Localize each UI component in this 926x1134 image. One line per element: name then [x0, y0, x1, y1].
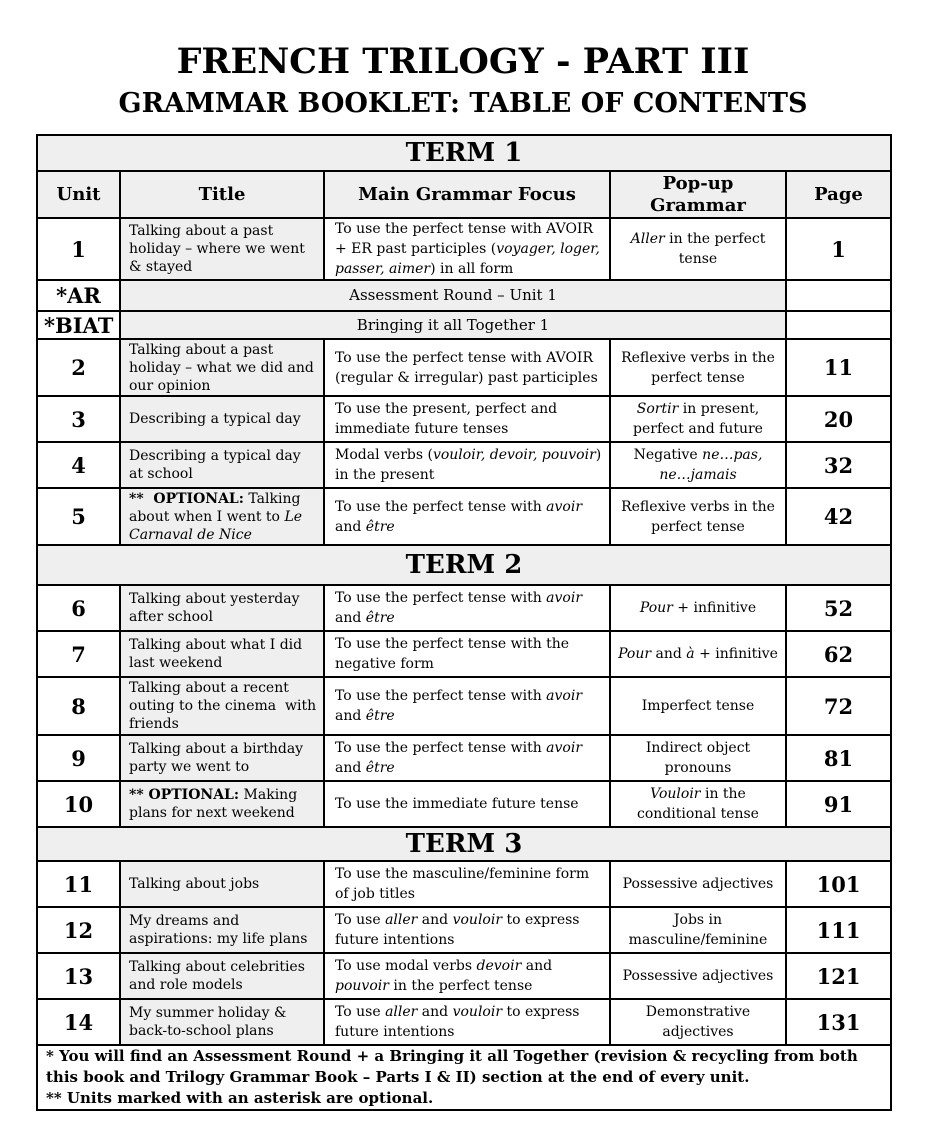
page-number: 1 [786, 218, 891, 280]
column-header-page: Page [786, 171, 891, 218]
table-row [37, 585, 891, 631]
unit-number: 11 [37, 861, 120, 907]
popup-grammar: Indirect object pronouns [610, 735, 786, 781]
grammar-focus: To use modal verbs devoir and pouvoir in the perfect tense [324, 953, 610, 999]
document-subtitle: GRAMMAR BOOKLET: TABLE OF CONTENTS [118, 88, 808, 119]
unit-number: 1 [37, 218, 120, 280]
grammar-focus: To use the masculine/feminine form of job titles [324, 861, 610, 907]
unit-number: 9 [37, 735, 120, 781]
table-row [37, 396, 891, 442]
table-row [37, 907, 891, 953]
table-row [37, 280, 891, 311]
page-number: 131 [786, 999, 891, 1045]
unit-title: Talking about yesterday after school [120, 585, 324, 631]
popup-grammar: Possessive adjectives [610, 861, 786, 907]
unit-title: Describing a typical day at school [120, 442, 324, 488]
unit-title: Talking about a past holiday – where we went & stayed [120, 218, 324, 280]
page-number: 20 [786, 396, 891, 442]
table-row [37, 999, 891, 1045]
grammar-focus: To use the perfect tense with avoir and être [324, 735, 610, 781]
table-row [37, 311, 891, 339]
unit-number: 3 [37, 396, 120, 442]
unit-number: 12 [37, 907, 120, 953]
table-row [37, 339, 891, 396]
unit-number: 10 [37, 781, 120, 827]
unit-number: 7 [37, 631, 120, 677]
grammar-focus: To use the perfect tense with the negative form [324, 631, 610, 677]
unit-number: 2 [37, 339, 120, 396]
popup-grammar: Demonstrative adjectives [610, 999, 786, 1045]
popup-grammar: Reflexive verbs in the perfect tense [610, 488, 786, 545]
page-number-empty [786, 280, 891, 311]
unit-title: ** OPTIONAL: Making plans for next weekend [120, 781, 324, 827]
contents-table-body [37, 135, 891, 1110]
contents-table [36, 134, 892, 1111]
footnote-line-1: * You will find an Assessment Round + a Bringing it all Together (revision & recycling from both this book and Trilogy Grammar Book – Parts I & II) section at the end of every unit. [46, 1047, 858, 1086]
popup-grammar: Pour + infinitive [610, 585, 786, 631]
table-row [37, 677, 891, 735]
unit-number: 14 [37, 999, 120, 1045]
unit-number: *BIAT [37, 311, 120, 339]
section-label: Bringing it all Together 1 [120, 311, 786, 339]
footnote-line-2: ** Units marked with an asterisk are optional. [46, 1089, 434, 1107]
grammar-focus: To use aller and vouloir to express future intentions [324, 999, 610, 1045]
unit-title: Talking about jobs [120, 861, 324, 907]
popup-grammar: Possessive adjectives [610, 953, 786, 999]
unit-title: My dreams and aspirations: my life plans [120, 907, 324, 953]
unit-title: Talking about what I did last weekend [120, 631, 324, 677]
grammar-focus: To use aller and vouloir to express future intentions [324, 907, 610, 953]
document-title: FRENCH TRILOGY - PART III [176, 41, 750, 82]
column-header-title: Title [120, 171, 324, 218]
column-header-popup: Pop-up Grammar [610, 171, 786, 218]
page-number: 11 [786, 339, 891, 396]
term-heading-row [37, 827, 891, 861]
page-number: 81 [786, 735, 891, 781]
unit-title: Describing a typical day [120, 396, 324, 442]
table-row [37, 735, 891, 781]
page-number-empty [786, 311, 891, 339]
table-row [37, 442, 891, 488]
grammar-focus: To use the immediate future tense [324, 781, 610, 827]
popup-grammar: Sortir in present, perfect and future [610, 396, 786, 442]
unit-number: 5 [37, 488, 120, 545]
grammar-focus: To use the perfect tense with AVOIR (regular & irregular) past participles [324, 339, 610, 396]
unit-number: 13 [37, 953, 120, 999]
section-label: Assessment Round – Unit 1 [120, 280, 786, 311]
unit-title: Talking about celebrities and role models [120, 953, 324, 999]
popup-grammar: Vouloir in the conditional tense [610, 781, 786, 827]
unit-number: 8 [37, 677, 120, 735]
column-header-row [37, 171, 891, 218]
page-number: 111 [786, 907, 891, 953]
table-row [37, 631, 891, 677]
grammar-focus: To use the perfect tense with AVOIR + ER past participles (voyager, loger, passer, aimer) in all form [324, 218, 610, 280]
table-row [37, 781, 891, 827]
popup-grammar: Imperfect tense [610, 677, 786, 735]
column-header-unit: Unit [37, 171, 120, 218]
page-number: 42 [786, 488, 891, 545]
table-row [37, 488, 891, 545]
unit-number: 6 [37, 585, 120, 631]
unit-number: *AR [37, 280, 120, 311]
unit-title: My summer holiday & back-to-school plans [120, 999, 324, 1045]
grammar-focus: Modal verbs (vouloir, devoir, pouvoir) in the present [324, 442, 610, 488]
grammar-focus: To use the present, perfect and immediate future tenses [324, 396, 610, 442]
footnote [37, 1045, 891, 1110]
popup-grammar: Aller in the perfect tense [610, 218, 786, 280]
page-number: 62 [786, 631, 891, 677]
table-row [37, 861, 891, 907]
page-number: 52 [786, 585, 891, 631]
popup-grammar: Reflexive verbs in the perfect tense [610, 339, 786, 396]
unit-title: Talking about a past holiday – what we did and our opinion [120, 339, 324, 396]
unit-number: 4 [37, 442, 120, 488]
page-number: 121 [786, 953, 891, 999]
popup-grammar: Negative ne…pas, ne…jamais [610, 442, 786, 488]
popup-grammar: Jobs in masculine/feminine [610, 907, 786, 953]
unit-title: Talking about a recent outing to the cinema with friends [120, 677, 324, 735]
term-heading: TERM 3 [37, 827, 891, 861]
term-heading: TERM 1 [37, 135, 891, 171]
column-header-focus: Main Grammar Focus [324, 171, 610, 218]
page-number: 72 [786, 677, 891, 735]
grammar-focus: To use the perfect tense with avoir and être [324, 677, 610, 735]
table-row [37, 218, 891, 280]
unit-title: Talking about a birthday party we went to [120, 735, 324, 781]
page-number: 91 [786, 781, 891, 827]
grammar-focus: To use the perfect tense with avoir and être [324, 585, 610, 631]
term-heading-row [37, 135, 891, 171]
table-row [37, 953, 891, 999]
term-heading-row [37, 545, 891, 585]
unit-title: ** OPTIONAL: Talking about when I went to Le Carnaval de Nice [120, 488, 324, 545]
page-number: 32 [786, 442, 891, 488]
term-heading: TERM 2 [37, 545, 891, 585]
page-number: 101 [786, 861, 891, 907]
popup-grammar: Pour and à + infinitive [610, 631, 786, 677]
grammar-focus: To use the perfect tense with avoir and être [324, 488, 610, 545]
footnote-row [37, 1045, 891, 1110]
